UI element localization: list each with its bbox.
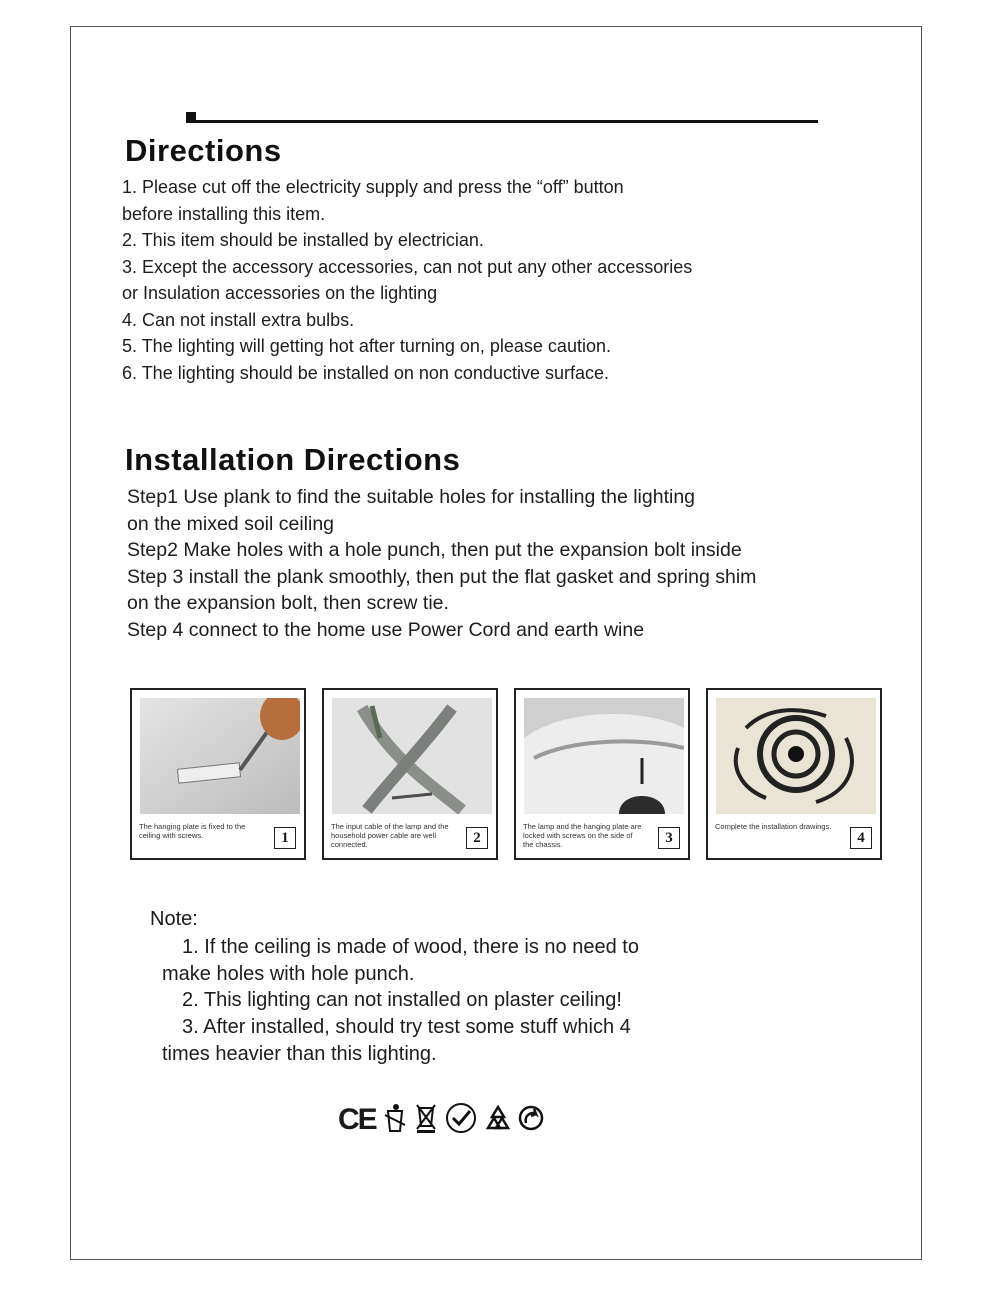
directions-line: 4. Can not install extra bulbs. <box>122 309 355 330</box>
installation-line: Step1 Use plank to find the suitable holes for installing the lighting <box>127 486 696 508</box>
directions-line: 6. The lighting should be installed on non conductive surface. <box>122 362 609 383</box>
chassis-photo <box>524 698 684 814</box>
note-line: times heavier than this lighting. <box>162 1043 437 1065</box>
wiring-photo <box>332 698 492 814</box>
directions-title: Directions <box>125 133 282 168</box>
directions-line: or Insulation accessories on the lighting <box>122 283 438 303</box>
check-circle-icon <box>444 1101 478 1140</box>
note-line: 2. This lighting can not installed on plaster ceiling! <box>182 989 622 1011</box>
photo-caption: The lamp and the hanging plate are locked with screws on the side of the chassis. <box>523 822 642 849</box>
header-rule <box>186 120 818 123</box>
certification-marks <box>338 1100 544 1140</box>
recycle-icon <box>484 1104 512 1137</box>
installation-line: on the expansion bolt, then screw tie. <box>127 592 449 614</box>
note-line: 1. If the ceiling is made of wood, there is no need to <box>182 936 639 958</box>
directions-line: 5. The lighting will getting hot after turning on, please caution. <box>122 336 611 356</box>
photo-caption: Complete the installation drawings. <box>715 822 832 831</box>
finished-lamp-photo <box>716 698 876 814</box>
mounting-plate-photo <box>140 698 300 814</box>
install-photo-3 <box>514 688 690 860</box>
installation-line: Step 4 connect to the home use Power Cord and earth wine <box>127 618 645 641</box>
installation-title: Installation Directions <box>125 442 461 477</box>
install-photo-1 <box>130 688 306 860</box>
installation-line: Step 3 install the plank smoothly, then put the flat gasket and spring shim <box>127 565 757 588</box>
directions-line: 3. Except the accessory accessories, can not put any other accessories <box>122 256 693 277</box>
note-line: make holes with hole punch. <box>162 963 415 985</box>
photo-number: 3 <box>658 827 680 849</box>
photo-caption: The hanging plate is fixed to the ceiling with screws. <box>139 822 246 840</box>
directions-line: 1. Please cut off the electricity supply and press the “off” button <box>122 177 624 197</box>
directions-list <box>122 174 692 386</box>
note-line: 3. After installed, should try test some stuff which 4 <box>182 1016 631 1038</box>
photo-number: 1 <box>274 827 296 849</box>
photo-caption: The input cable of the lamp and the household power cable are well connected. <box>331 822 449 849</box>
installation-line: on the mixed soil ceiling <box>127 512 335 535</box>
note-title: Note: <box>150 908 198 930</box>
install-photo-4 <box>706 688 882 860</box>
installation-line: Step2 Make holes with a hole punch, then put the expansion bolt inside <box>127 539 742 561</box>
ce-mark-icon: CE <box>338 1103 376 1136</box>
install-photo-2 <box>322 688 498 860</box>
green-dot-icon <box>518 1105 544 1136</box>
directions-line: before installing this item. <box>122 203 326 224</box>
installation-steps <box>127 484 756 643</box>
directions-line: 2. This item should be installed by electrician. <box>122 230 484 250</box>
photo-number: 4 <box>850 827 872 849</box>
photo-number: 2 <box>466 827 488 849</box>
no-trash-icon <box>382 1103 408 1138</box>
weee-bin-icon <box>414 1102 438 1139</box>
